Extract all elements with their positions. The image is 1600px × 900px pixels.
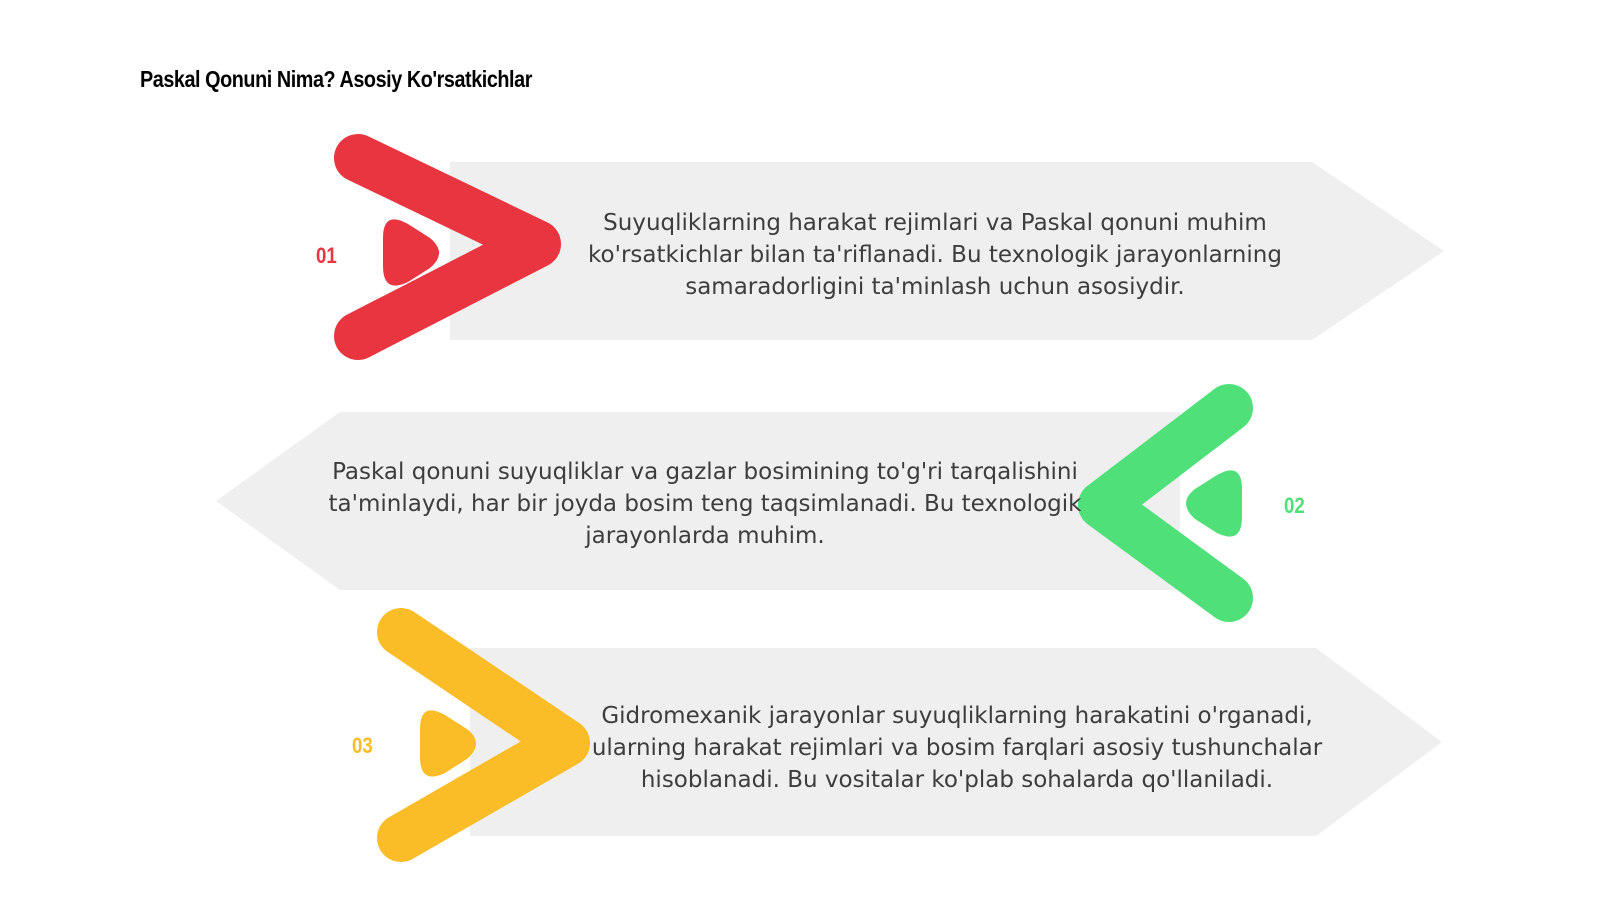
- step-2-text: Paskal qonuni suyuqliklar va gazlar bosimining to'g'ri tarqalishini ta'minlaydi, har bir joyda bosim teng taqsimlanadi. Bu texnologik jarayonlarda muhim.: [328, 459, 1082, 549]
- step-3-play-icon: [420, 710, 476, 776]
- step-1-text: Suyuqliklarning harakat rejimlari va Paskal qonuni muhim ko'rsatkichlar bilan ta'riflanadi. Bu texnologik jarayonlarning samaradorligini ta'minlash uchun asosiydir.: [588, 210, 1282, 300]
- step-2-play-icon: [1186, 470, 1242, 536]
- step-3-text: Gidromexanik jarayonlar suyuqliklarning harakatini o'rganadi, ularning harakat rejimlari va bosim farqlari asosiy tushunchalar hisoblanadi. Bu vositalar ko'plab sohalarda qo'llaniladi.: [591, 703, 1323, 793]
- slide-title: Paskal Qonuni Nima? Asosiy Ko'rsatkichlar: [140, 66, 532, 92]
- step-2-number: 02: [1284, 493, 1305, 518]
- step-3-number: 03: [352, 733, 373, 758]
- step-1-number: 01: [316, 243, 337, 268]
